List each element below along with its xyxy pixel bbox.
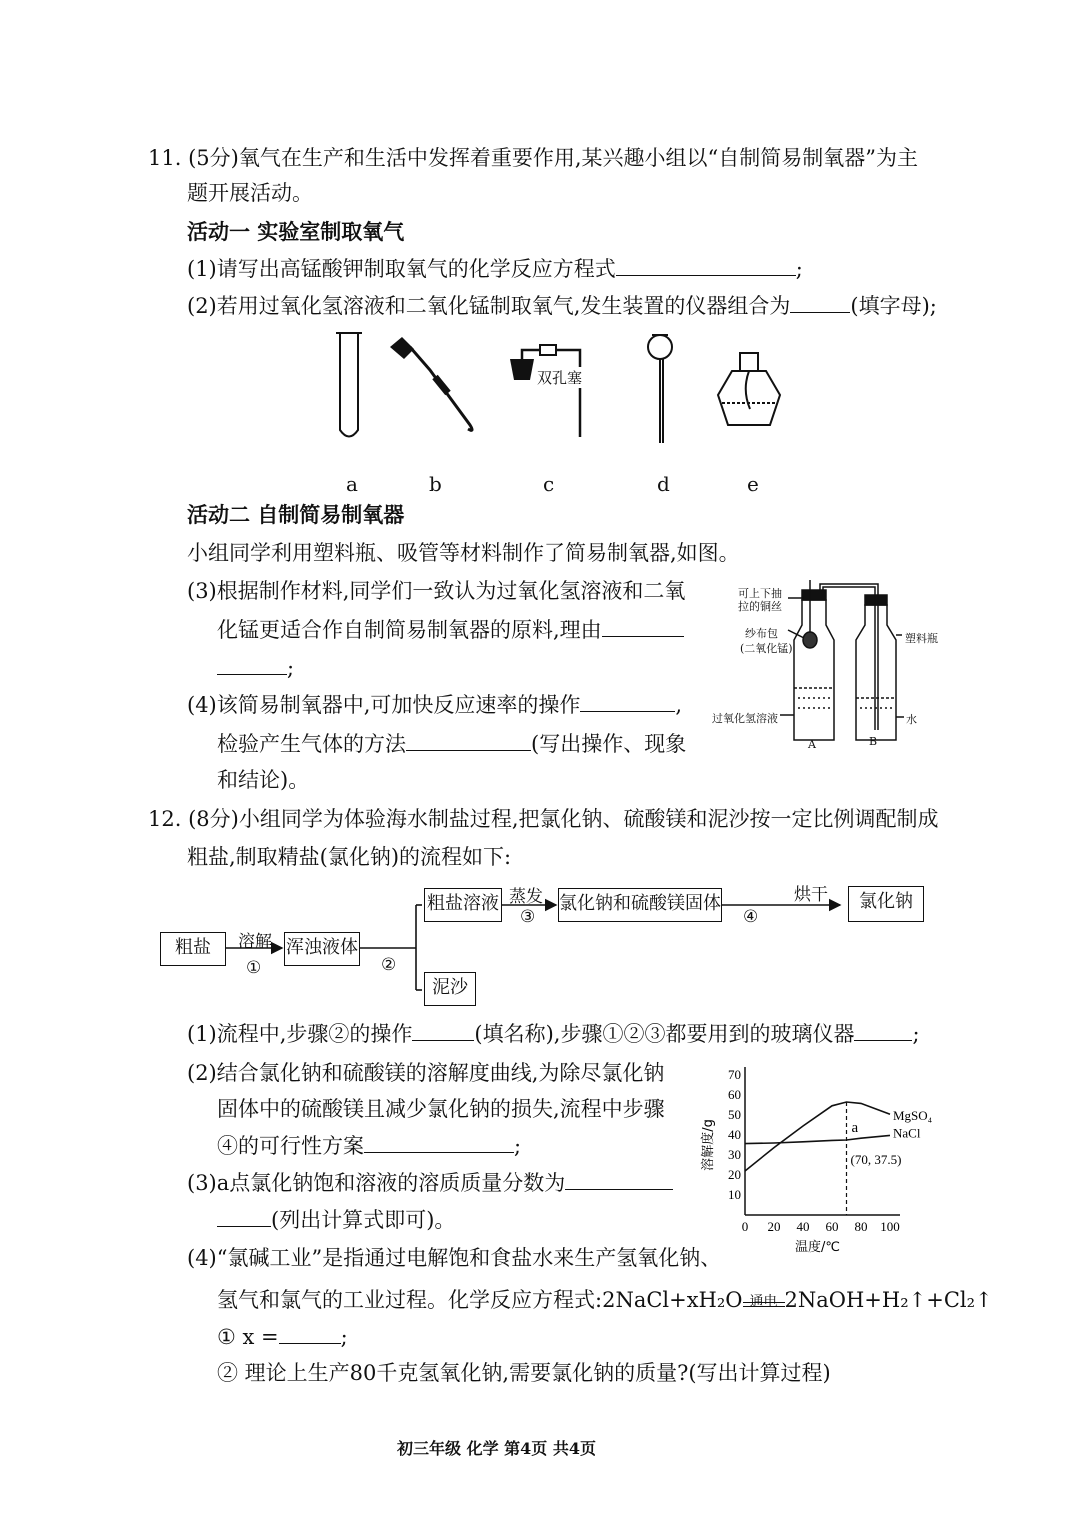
q11-part3-l1: (3)根据制作材料,同学们一致认为过氧化氢溶液和二氧	[187, 579, 686, 603]
q12-part2-l2: 固体中的硫酸镁且减少氯化钠的损失,流程中步骤	[217, 1097, 665, 1121]
x-axis-title: 温度/℃	[795, 1240, 840, 1255]
x-tick-label: 40	[796, 1219, 810, 1234]
answer-blank[interactable]	[279, 1325, 341, 1344]
device-bottle-label: 塑料瓶	[905, 632, 938, 645]
x-tick-label: 60	[825, 1219, 839, 1234]
device-solution-label: 过氧化氢溶液	[712, 712, 778, 725]
y-tick-label: 50	[728, 1107, 741, 1122]
activity2-intro: 小组同学利用塑料瓶、吸管等材料制作了简易制氧器,如图。	[187, 541, 740, 565]
device-bag-label: 纱布包	[745, 627, 778, 640]
q12-line1: 12. (8分)小组同学为体验海水制盐过程,把氯化钠、硫酸镁和泥沙按一定比例调配制成	[148, 807, 939, 831]
label-c: c	[543, 472, 555, 496]
x-tick-label: 0	[741, 1219, 749, 1234]
q12-part4-q1: ① x = ;	[217, 1325, 348, 1349]
activity2-title: 活动二 自制简易制氧器	[187, 502, 405, 527]
q12-line2: 粗盐,制取精盐(氯化钠)的流程如下:	[187, 845, 512, 869]
q12-part4-l1: (4)“氯碱工业”是指通过电解饱和食盐水来生产氢氧化钠、	[187, 1246, 722, 1270]
flow-step1: ①	[246, 958, 262, 978]
solubility-chart	[690, 1065, 933, 1260]
point-a-label: a	[851, 1120, 859, 1136]
q12-part1: (1)流程中,步骤②的操作 (填名称),步骤①②③都要用到的玻璃仪器 ;	[187, 1022, 920, 1046]
q11-part2: (2)若用过氧化氢溶液和二氧化锰制取氧气,发生装置的仪器组合为 (填字母);	[187, 294, 937, 318]
equation-right: 2NaOH+H₂↑+Cl₂↑	[784, 1288, 993, 1312]
flow-step2: ②	[381, 955, 397, 975]
flow-step3: ③	[520, 907, 536, 927]
two-hole-stopper-label: 双孔塞	[537, 369, 583, 387]
point-a-coord: (70, 37.5)	[850, 1152, 902, 1167]
q11-part4-l2: 检验产生气体的方法 (写出操作、现象	[217, 732, 687, 756]
q12-part4-l2: 氢气和氯气的工业过程。化学反应方程式:2NaCl+xH₂O 通电 2NaOH+H₂↑+Cl₂↑	[217, 1287, 993, 1313]
q12-part2-l3: ④的可行性方案 ;	[217, 1134, 522, 1158]
answer-blank[interactable]	[412, 1022, 474, 1041]
y-tick-label: 20	[728, 1167, 741, 1182]
flow-evaporate: 蒸发	[509, 887, 543, 907]
equation-left: 2NaCl+xH₂O	[602, 1288, 743, 1312]
flow-sand: 泥沙	[424, 972, 476, 1006]
y-tick-label: 70	[728, 1067, 741, 1082]
flow-turbid-liquid: 浑浊液体	[284, 932, 360, 966]
y-tick-label: 30	[728, 1147, 741, 1162]
label-a: a	[346, 472, 358, 496]
q11-line1: 11. (5分)氧气在生产和生活中发挥着重要作用,某兴趣小组以“自制简易制氧器”为主	[148, 146, 918, 170]
device-wire-label2: 拉的铜丝	[738, 600, 782, 613]
y-tick-label: 10	[728, 1187, 741, 1202]
flow-salt-solution: 粗盐溶液	[424, 888, 502, 922]
q11-part3-l3: ;	[217, 655, 294, 681]
flow-dry: 烘干	[794, 885, 828, 905]
q11-line2: 题开展活动。	[187, 181, 313, 205]
q12-part3-l1: (3)a点氯化钠饱和溶液的溶质质量分数为	[187, 1170, 673, 1196]
answer-blank[interactable]	[364, 1134, 514, 1153]
label-d: d	[657, 472, 670, 496]
q12-part4-q2: ② 理论上生产80千克氢氧化钠,需要氯化钠的质量?(写出计算过程)	[217, 1361, 831, 1385]
y-tick-label: 60	[728, 1087, 741, 1102]
equation-arrow	[743, 1294, 785, 1310]
series-label-mgso4: MgSO₄	[893, 1108, 933, 1124]
flow-crude-salt: 粗盐	[160, 932, 226, 966]
label-e: e	[747, 472, 759, 496]
flow-mixed-solid: 氯化钠和硫酸镁固体	[558, 888, 722, 922]
page-footer: 初三年级 化学 第4页 共4页	[397, 1439, 596, 1458]
device-label-b: B	[869, 735, 878, 748]
device-water-label: 水	[906, 713, 917, 726]
series-line-nacl	[745, 1135, 890, 1143]
label-b: b	[429, 472, 442, 496]
activity1-title: 活动一 实验室制取氧气	[187, 219, 405, 244]
flow-sodium-chloride: 氯化钠	[848, 886, 924, 922]
device-wire-label: 可上下抽	[738, 587, 782, 600]
device-label-a: A	[808, 738, 816, 751]
answer-blank[interactable]	[217, 1208, 271, 1227]
answer-blank[interactable]	[854, 1022, 912, 1041]
q11-part3-l2: 化锰更适合作自制简易制氧器的原料,理由	[217, 617, 684, 643]
series-label-nacl: NaCl	[893, 1125, 921, 1141]
y-tick-label: 40	[728, 1127, 741, 1142]
x-tick-label: 20	[767, 1219, 781, 1234]
equation-condition: 通电	[749, 1294, 778, 1310]
y-axis-title: 溶解度/g	[701, 1119, 716, 1171]
q12-part2-l1: (2)结合氯化钠和硫酸镁的溶解度曲线,为除尽氯化钠	[187, 1061, 665, 1085]
x-tick-label: 80	[854, 1219, 868, 1234]
device-bag-label2: (二氧化锰)	[740, 642, 793, 655]
q11-part4-l3: 和结论)。	[217, 768, 310, 792]
q11-part4-l1: (4)该简易制氧器中,可加快反应速率的操作 ,	[187, 693, 683, 717]
flow-dissolve: 溶解	[238, 932, 272, 952]
x-tick-label: 100	[880, 1219, 900, 1234]
q11-part1: (1)请写出高锰酸钾制取氧气的化学反应方程式 ;	[187, 257, 803, 281]
q12-part3-l2: (列出计算式即可)。	[217, 1207, 455, 1233]
flow-step4: ④	[743, 907, 759, 927]
answer-blank[interactable]	[565, 1171, 673, 1190]
